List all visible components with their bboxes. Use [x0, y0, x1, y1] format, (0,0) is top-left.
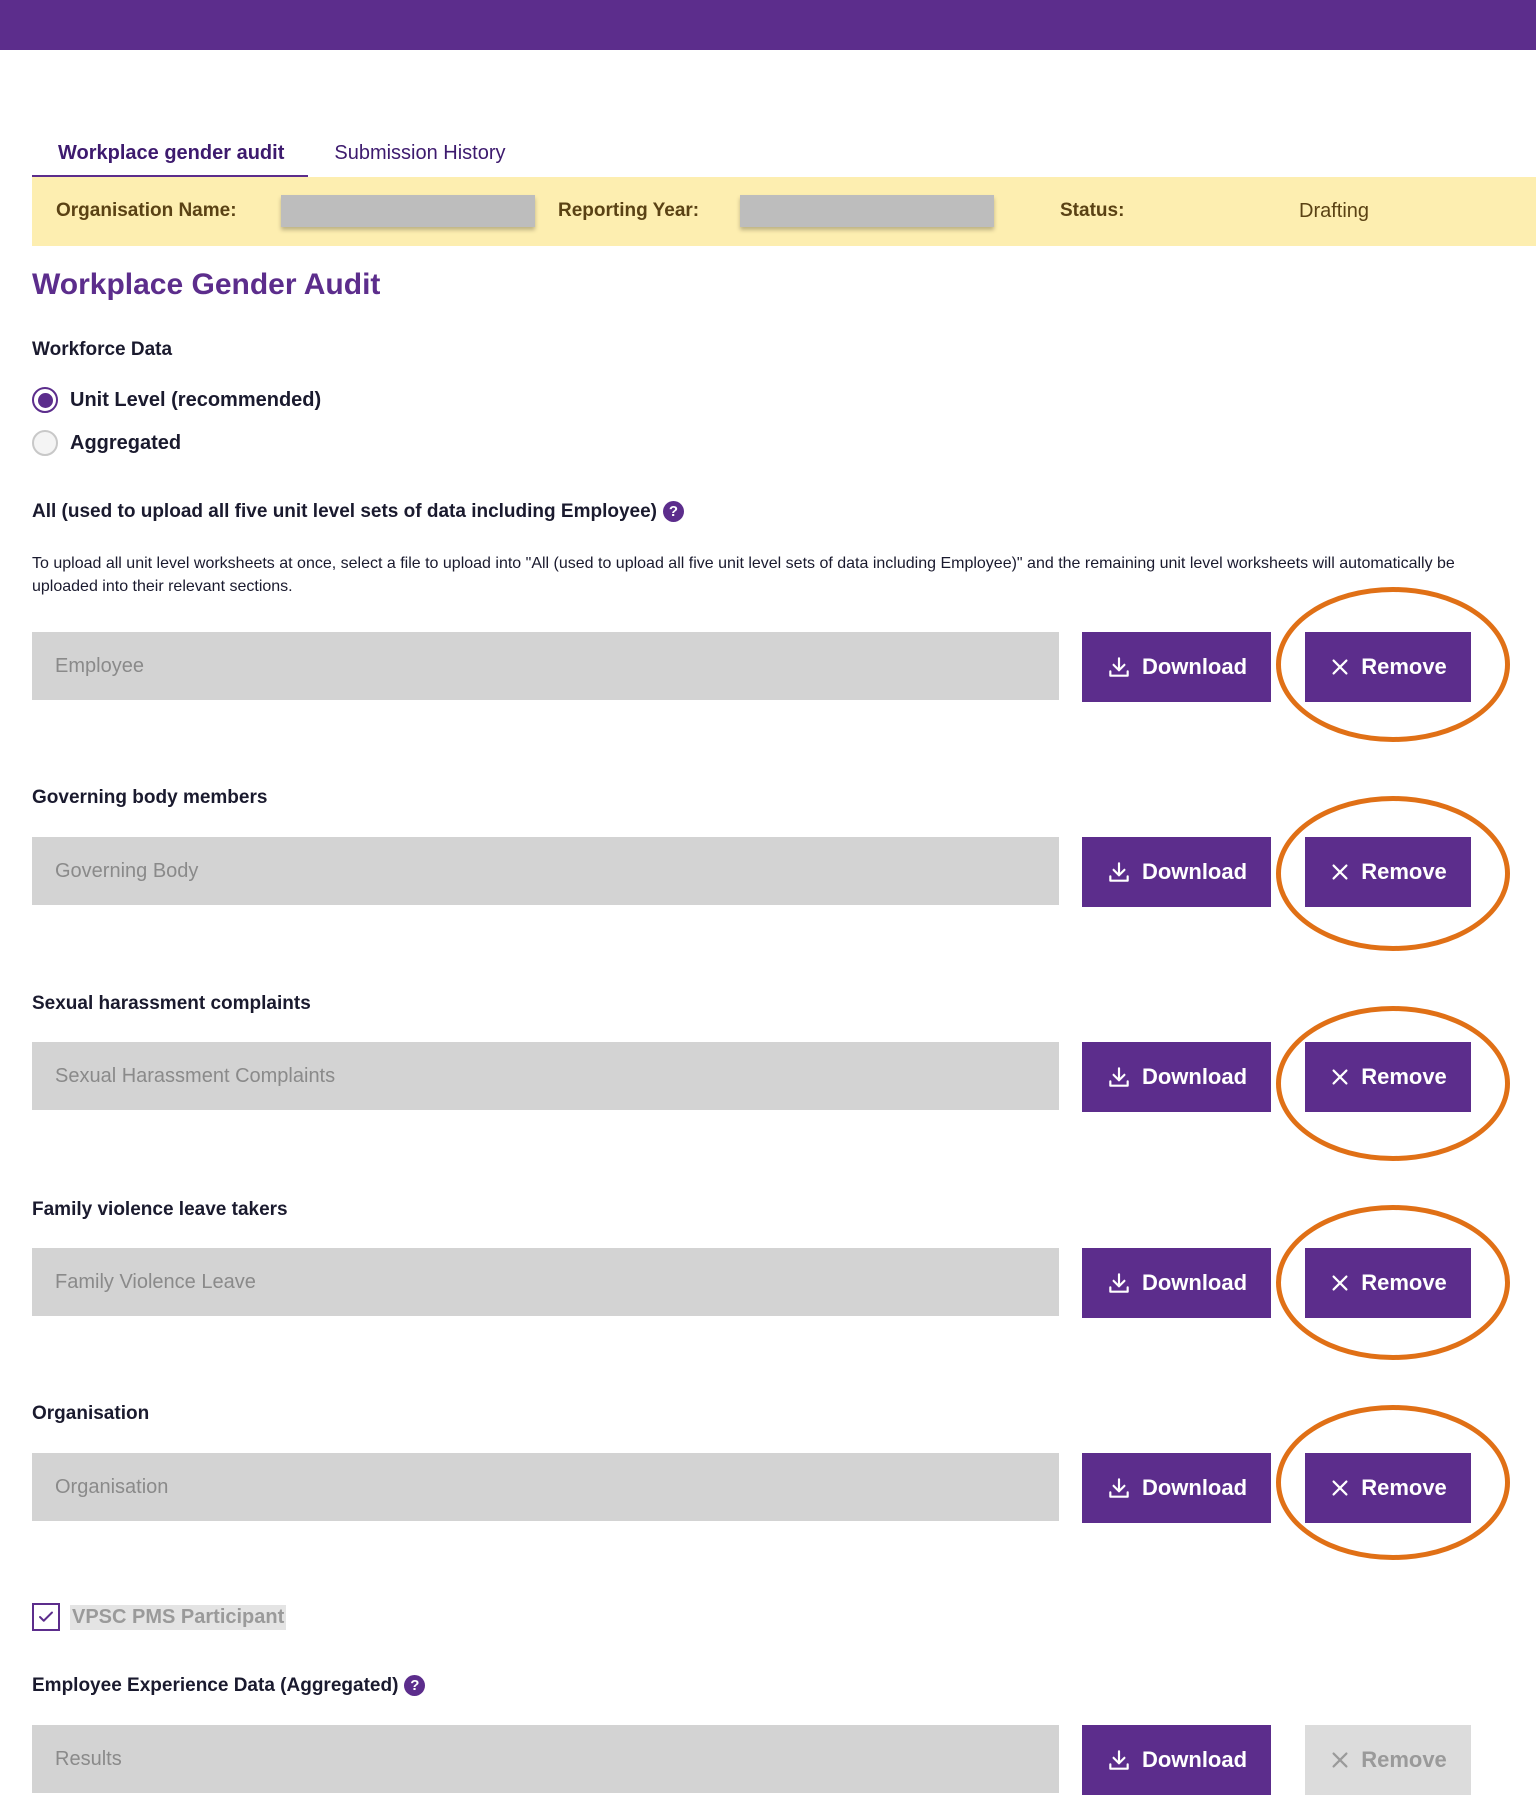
- download-button[interactable]: [1082, 1042, 1271, 1112]
- tab-workplace-gender-audit[interactable]: Workplace gender audit: [32, 132, 308, 178]
- reporting-year-redacted: [740, 195, 994, 227]
- organisation-name-label: Organisation Name:: [56, 200, 237, 221]
- remove-button-disabled[interactable]: [1305, 1725, 1471, 1795]
- vpsc-participant-label: VPSC PMS Participant: [72, 1605, 285, 1628]
- file-field-governing-body[interactable]: Governing Body: [32, 837, 1059, 905]
- status-label: Status:: [1060, 200, 1125, 221]
- vpsc-participant-checkbox[interactable]: [32, 1603, 60, 1631]
- employee-experience-label-text: Employee Experience Data (Aggregated): [32, 1675, 399, 1696]
- download-button-label: Download: [1141, 1475, 1248, 1500]
- download-icon: [1106, 1270, 1132, 1296]
- all-upload-label-text: All (used to upload all five unit level sets of data including Employee): [32, 501, 657, 522]
- remove-button-label: Remove: [1361, 1475, 1447, 1500]
- tab-bar: [32, 132, 530, 178]
- remove-button-label: Remove: [1361, 1747, 1447, 1772]
- info-bar: [32, 177, 1536, 246]
- remove-button-label: Remove: [1361, 859, 1447, 884]
- all-upload-description: To upload all unit level worksheets at once, select a file to upload into "All (used to upload all five unit level sets of data including Employee)" and the remaining unit level worksheets will automatically be uploaded into their relevant sections.: [32, 555, 1455, 595]
- close-icon: [1329, 861, 1351, 883]
- download-icon: [1106, 1475, 1132, 1501]
- radio-aggregated[interactable]: [32, 430, 181, 456]
- family-violence-label: Family violence leave takers: [32, 1199, 288, 1220]
- reporting-year-label: Reporting Year:: [558, 200, 700, 221]
- file-field-family-violence[interactable]: Family Violence Leave: [32, 1248, 1059, 1316]
- download-button-label: Download: [1141, 1747, 1248, 1772]
- vpsc-participant-checkbox-row[interactable]: [32, 1603, 286, 1631]
- remove-button-label: Remove: [1361, 1270, 1447, 1295]
- help-icon[interactable]: ?: [404, 1675, 425, 1696]
- file-field-results[interactable]: Results: [32, 1725, 1059, 1793]
- download-button[interactable]: [1082, 1248, 1271, 1318]
- remove-button-label: Remove: [1361, 1064, 1447, 1089]
- download-icon: [1106, 859, 1132, 885]
- status-value: Drafting: [1299, 200, 1370, 222]
- governing-body-label: Governing body members: [32, 787, 268, 808]
- radio-label-aggregated: Aggregated: [70, 431, 182, 454]
- remove-button[interactable]: [1305, 837, 1471, 907]
- file-field-employee[interactable]: Employee: [32, 632, 1059, 700]
- close-icon: [1329, 1749, 1351, 1771]
- sexual-harassment-label: Sexual harassment complaints: [32, 993, 311, 1014]
- page-title: Workplace Gender Audit: [32, 268, 381, 301]
- organisation-name-redacted: [281, 195, 535, 227]
- download-button-label: Download: [1141, 859, 1248, 884]
- close-icon: [1329, 1066, 1351, 1088]
- download-button[interactable]: [1082, 1453, 1271, 1523]
- download-icon: [1106, 1747, 1132, 1773]
- download-button[interactable]: [1082, 632, 1271, 702]
- remove-button[interactable]: [1305, 1042, 1471, 1112]
- remove-button-label: Remove: [1361, 654, 1447, 679]
- radio-button-checked[interactable]: [32, 387, 58, 413]
- close-icon: [1329, 656, 1351, 678]
- file-field-sexual-harassment[interactable]: Sexual Harassment Complaints: [32, 1042, 1059, 1110]
- radio-label-unit-level: Unit Level (recommended): [70, 388, 322, 411]
- tab-submission-history[interactable]: Submission History: [334, 142, 506, 164]
- radio-unit-level[interactable]: [32, 387, 321, 413]
- close-icon: [1329, 1477, 1351, 1499]
- file-field-organisation[interactable]: Organisation: [32, 1453, 1059, 1521]
- help-icon[interactable]: ?: [663, 501, 684, 522]
- close-icon: [1329, 1272, 1351, 1294]
- radio-button-unchecked[interactable]: [32, 430, 58, 456]
- organisation-label: Organisation: [32, 1403, 150, 1424]
- all-upload-label: [32, 501, 684, 523]
- employee-experience-label: [32, 1675, 425, 1697]
- download-button-label: Download: [1141, 1270, 1248, 1295]
- checkmark-icon: [37, 1608, 55, 1626]
- download-icon: [1106, 1064, 1132, 1090]
- download-button-label: Download: [1141, 654, 1248, 679]
- download-button[interactable]: [1082, 837, 1271, 907]
- remove-button[interactable]: [1305, 1453, 1471, 1523]
- remove-button[interactable]: [1305, 1248, 1471, 1318]
- top-header-bar: [0, 0, 1536, 50]
- download-button[interactable]: [1082, 1725, 1271, 1795]
- workforce-data-label: Workforce Data: [32, 339, 173, 360]
- download-button-label: Download: [1141, 1064, 1248, 1089]
- download-icon: [1106, 654, 1132, 680]
- remove-button[interactable]: [1305, 632, 1471, 702]
